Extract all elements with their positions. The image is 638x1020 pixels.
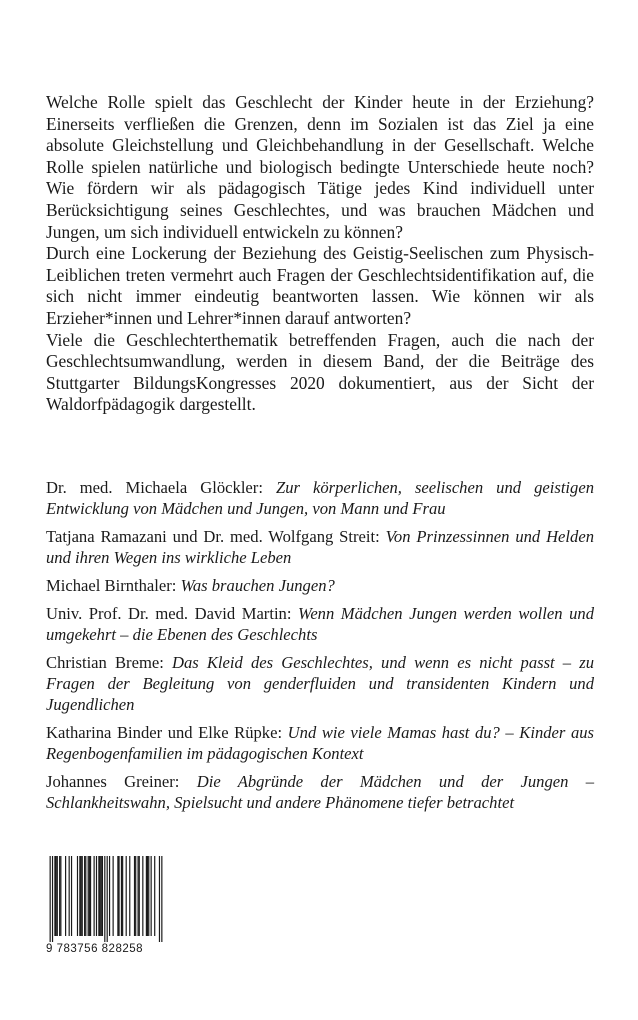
barcode-bar xyxy=(102,856,103,936)
contribution-title: Von Prinzessinnen und Helden und ihren Wegen ins wirkliche Leben xyxy=(46,527,594,567)
back-cover-blurb xyxy=(46,92,594,416)
blurb-paragraph-2: Durch eine Lockerung der Beziehung des Geistig-Seelischen zum Physisch-Leiblichen treten vermehrt auch Fragen der Geschlechtsidentifikation auf, die sich nicht immer eindeutig beantworten lassen. Wie können wir als Erzieher*innen und Lehrer*innen darauf antworten? xyxy=(46,243,594,328)
contribution-title: Zur körperlichen, seelischen und geistigen Entwicklung von Mädchen und Jungen, von Mann und Frau xyxy=(46,478,594,518)
barcode-bar xyxy=(135,856,136,936)
barcode-bar xyxy=(94,856,95,936)
contribution-author: Katharina Binder und Elke Rüpke: xyxy=(46,723,283,742)
barcode-bar xyxy=(126,856,127,936)
barcode-bar xyxy=(90,856,91,936)
contribution-title: Wenn Mädchen Jungen werden wollen und umgekehrt – die Ebenen des Geschlechts xyxy=(46,604,594,644)
barcode-bar xyxy=(71,856,72,936)
barcode-bar xyxy=(161,856,162,942)
barcode-bar xyxy=(151,856,152,936)
blurb-paragraph-1: Welche Rolle spielt das Geschlecht der Kinder heute in der Erziehung? Einerseits verfließen die Grenzen, denn im Sozialen ist das Ziel ja eine absolute Gleichstellung und Gleichbehandlung in der Gesellschaft. Welche Rolle spielen natürliche und biologisch bedingte Unterschiede heute noch? Wie fördern wir als pädagogisch Tätige jedes Kind individuell unter Berücksichtigung seines Geschlechtes, und was brauchen Mädchen und Jungen, um sich individuell entwickeln zu können? xyxy=(46,92,594,242)
barcode-bar xyxy=(56,856,57,936)
barcode-bar xyxy=(59,856,60,936)
barcode-bar xyxy=(101,856,102,936)
isbn-number: 9 783756 828258 xyxy=(46,943,144,955)
contribution-entry xyxy=(46,477,594,519)
contribution-entry xyxy=(46,771,594,813)
barcode-bar xyxy=(80,856,81,936)
barcode-bar xyxy=(113,856,114,936)
barcode-bar xyxy=(107,856,108,942)
barcode-bar xyxy=(121,856,122,936)
barcode-bar xyxy=(118,856,119,936)
barcode-bar xyxy=(146,856,147,936)
barcode-bar xyxy=(142,856,143,936)
contributions-list xyxy=(46,477,594,820)
barcode-bar xyxy=(84,856,85,936)
barcode-bar xyxy=(82,856,83,936)
barcode-bar xyxy=(139,856,140,936)
barcode-bar xyxy=(54,856,55,936)
contribution-author: Tatjana Ramazani und Dr. med. Wolfgang Streit: xyxy=(46,527,380,546)
barcode-bar xyxy=(122,856,123,936)
barcode-bar xyxy=(85,856,86,936)
barcode-bar xyxy=(147,856,148,936)
barcode-bar xyxy=(57,856,58,936)
contribution-title: Was brauchen Jungen? xyxy=(180,576,335,595)
barcode-bar xyxy=(89,856,90,936)
barcode-bar xyxy=(137,856,138,936)
barcode-bar xyxy=(88,856,89,936)
barcode-bar xyxy=(134,856,135,936)
contribution-entry xyxy=(46,575,594,596)
barcode-bar xyxy=(60,856,61,936)
contribution-entry xyxy=(46,526,594,568)
contribution-author: Christian Breme: xyxy=(46,653,164,672)
barcode-bar xyxy=(50,856,51,942)
barcode-bar xyxy=(148,856,149,936)
barcode-bar xyxy=(77,856,78,936)
barcode-bar xyxy=(117,856,118,936)
barcode-icon xyxy=(46,856,166,942)
contribution-title: Das Kleid des Geschlechtes, und wenn es nicht passt – zu Fragen der Begleitung von genderfluiden und transidenten Kindern und Jugendlichen xyxy=(46,653,594,714)
barcode-bar xyxy=(96,856,97,936)
contribution-title: Die Abgründe der Mädchen und der Jungen – Schlankheitswahn, Spielsucht und andere Phänomene tiefer betrachtet xyxy=(46,772,595,812)
barcode-bar xyxy=(159,856,160,942)
barcode-bar xyxy=(154,856,155,936)
barcode-bar xyxy=(52,856,53,942)
contribution-entry xyxy=(46,722,594,764)
barcode-bar xyxy=(109,856,110,936)
contribution-title: Und wie viele Mamas hast du? – Kinder aus Regenbogenfamilien im pädagogischen Kontext xyxy=(46,723,594,763)
barcode-bar xyxy=(129,856,130,936)
barcode-bar xyxy=(99,856,100,936)
blurb-paragraph-3: Viele die Geschlechterthematik betreffenden Fragen, auch die nach der Geschlechtsumwandlung, werden in diesem Band, der die Beiträge des Stuttgarter BildungsKongresses 2020 dokumentiert, aus der Sicht der Waldorfpädagogik dargestellt. xyxy=(46,329,594,415)
barcode-bar xyxy=(79,856,80,936)
contribution-entry xyxy=(46,652,594,715)
contribution-author: Dr. med. Michaela Glöckler: xyxy=(46,478,263,497)
contribution-author: Michael Birnthaler: xyxy=(46,576,177,595)
contribution-entry xyxy=(46,603,594,645)
barcode-bar xyxy=(104,856,105,942)
contribution-author: Johannes Greiner: xyxy=(46,772,180,791)
barcode-bar xyxy=(98,856,99,936)
contribution-author: Univ. Prof. Dr. med. David Martin: xyxy=(46,604,292,623)
barcode-bar xyxy=(65,856,66,936)
barcode-bar xyxy=(69,856,70,936)
